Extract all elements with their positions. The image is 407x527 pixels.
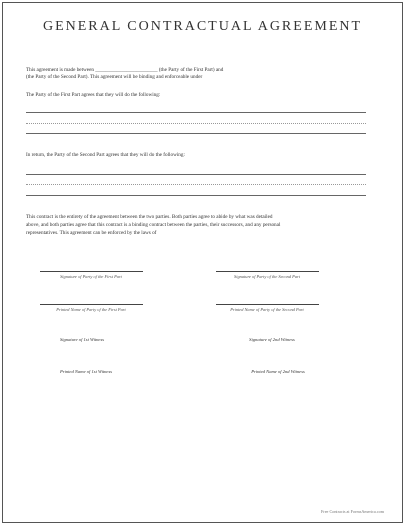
caption-print-witness-1: Printed Name of 1st Witness bbox=[59, 369, 113, 374]
second-party-line-1[interactable] bbox=[26, 174, 366, 175]
printed-line-party-1[interactable] bbox=[40, 304, 143, 305]
caption-print-witness-2: Printed Name of 2nd Witness bbox=[251, 369, 305, 374]
document-page bbox=[2, 2, 403, 523]
closing-line-1: This contract is the entirety of the agreement between the two parties. Both parties agree to abide by what was detailed bbox=[26, 214, 273, 220]
printed-line-party-2[interactable] bbox=[216, 304, 319, 305]
intro-line-2: (the Party of the Second Part). This agreement will be binding and enforceable under bbox=[26, 74, 203, 80]
second-party-line-3[interactable] bbox=[26, 195, 366, 196]
caption-print-party-2: Printed Name of Party of the Second Part bbox=[230, 307, 304, 312]
caption-witness-2: Signature of 2nd Witness bbox=[249, 337, 295, 342]
first-party-heading: The Party of the First Part agrees that they will do the following: bbox=[26, 92, 161, 98]
intro-line-1: This agreement is made between ________________________ (the Party of the First Part) and bbox=[26, 67, 224, 73]
signature-line-party-2[interactable] bbox=[216, 271, 319, 272]
footer-text: Free Contracts at FormsAmerica.com bbox=[320, 509, 384, 514]
caption-witness-1: Signature of 1st Witness bbox=[59, 337, 105, 342]
first-party-line-1[interactable] bbox=[26, 112, 366, 113]
first-party-line-2[interactable] bbox=[26, 123, 366, 124]
first-party-line-3[interactable] bbox=[26, 133, 366, 134]
second-party-heading: In return, the Party of the Second Part agrees that they will do the following: bbox=[26, 152, 185, 158]
caption-sig-party-2: Signature of Party of the Second Part bbox=[234, 274, 300, 279]
signature-line-party-1[interactable] bbox=[40, 271, 143, 272]
document-title: GENERAL CONTRACTUAL AGREEMENT bbox=[42, 19, 363, 34]
second-party-line-2[interactable] bbox=[26, 184, 366, 185]
closing-line-2: above, and both parties agree that this contract is a binding contract between the parties, their successors, and any personal bbox=[26, 222, 281, 228]
closing-line-3: representatives. This agreement can be enforced by the laws of bbox=[26, 230, 157, 236]
caption-sig-party-1: Signature of Party of the First Part bbox=[60, 274, 122, 279]
caption-print-party-1: Printed Name of Party of the First Part bbox=[56, 307, 126, 312]
